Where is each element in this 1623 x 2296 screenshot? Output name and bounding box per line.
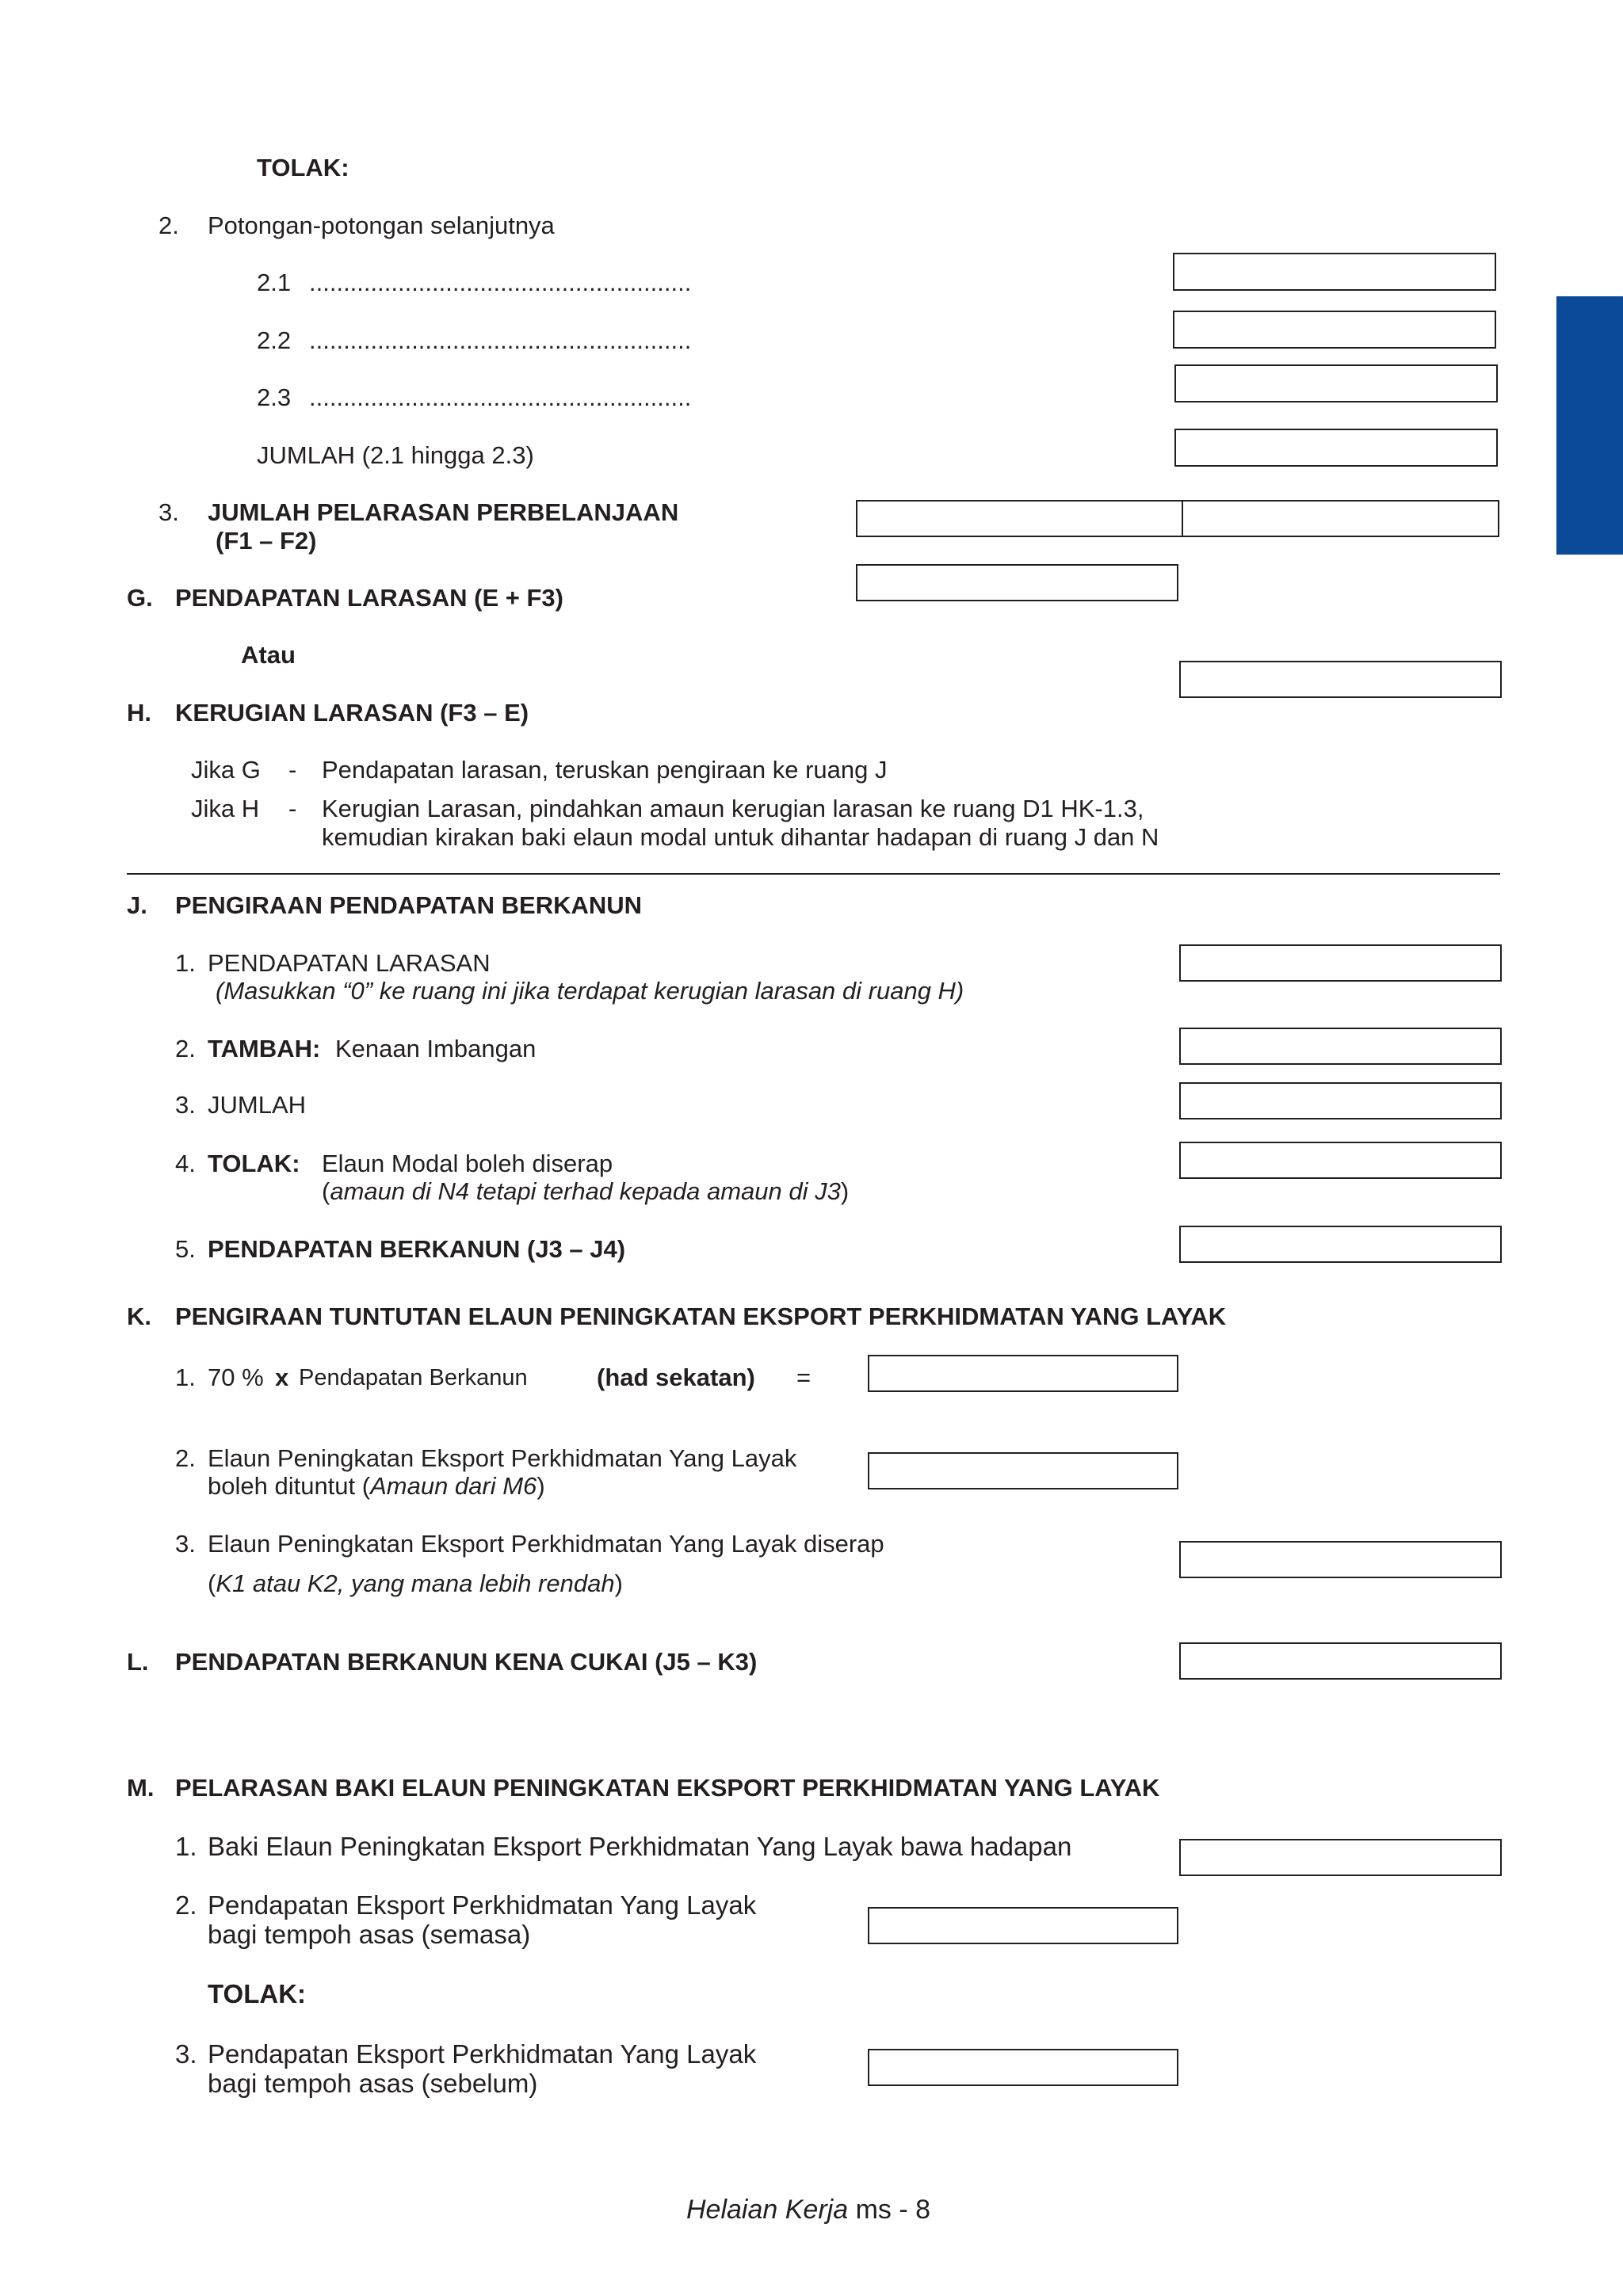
j5-number: 5. [175, 1235, 196, 1263]
m-tolak-heading: TOLAK: [208, 1979, 307, 2008]
f3-amount-field[interactable] [856, 500, 1499, 537]
j3-label: JUMLAH [208, 1091, 307, 1119]
f2-2-number: 2.2 [257, 326, 292, 354]
f2-number: 2. [158, 212, 179, 239]
j2-number: 2. [175, 1035, 196, 1062]
k2-label: Elaun Peningkatan Eksport Perkhidmatan Yang Layak [208, 1444, 797, 1472]
note-h-label: Jika H [191, 795, 260, 822]
f3-number: 3. [158, 498, 179, 526]
k1-number: 1. [175, 1363, 196, 1391]
m1-number: 1. [175, 1832, 197, 1861]
section-j-title: PENGIRAAN PENDAPATAN BERKANUN [175, 891, 643, 919]
j5-amount-field[interactable] [1179, 1226, 1502, 1263]
k1-percent: 70 % [208, 1363, 264, 1391]
section-m-letter: M. [127, 1774, 155, 1802]
f2-2-dots: ........................................................ [309, 326, 692, 354]
j3-amount-field[interactable] [1179, 1082, 1502, 1119]
tolak-heading: TOLAK: [257, 154, 349, 181]
f3-field-divider [1182, 500, 1183, 536]
k1-label: Pendapatan Berkanun [299, 1365, 528, 1390]
section-l-title: PENDAPATAN BERKANUN KENA CUKAI (J5 – K3) [175, 1648, 758, 1676]
f2-3-dots: ........................................................ [309, 383, 692, 411]
note-g-dash: - [288, 756, 297, 784]
section-g-title: PENDAPATAN LARASAN (E + F3) [175, 584, 563, 612]
j4-label: Elaun Modal boleh diserap [322, 1150, 613, 1177]
m3-amount-field[interactable] [868, 2049, 1178, 2086]
j2-tambah: TAMBAH: [208, 1035, 321, 1062]
atau-text: Atau [241, 641, 296, 669]
j4-note: (amaun di N4 tetapi terhad kepada amaun di J3) [322, 1177, 850, 1205]
note-h-text-line1: Kerugian Larasan, pindahkan amaun kerugian larasan ke ruang D1 HK-1.3, [322, 795, 1144, 822]
f2-total-label: JUMLAH (2.1 hingga 2.3) [257, 441, 534, 469]
k3-number: 3. [175, 1530, 196, 1558]
f2-2-amount-field[interactable] [1173, 311, 1496, 349]
k1-limit: (had sekatan) [597, 1363, 755, 1391]
j1-amount-field[interactable] [1179, 944, 1502, 982]
m2-label-line1: Pendapatan Eksport Perkhidmatan Yang Layak [208, 1890, 757, 1920]
h-amount-field[interactable] [1179, 661, 1502, 698]
note-g-label: Jika G [191, 756, 261, 784]
m1-label: Baki Elaun Peningkatan Eksport Perkhidmatan Yang Layak bawa hadapan [208, 1832, 1072, 1861]
j1-note: (Masukkan “0” ke ruang ini jika terdapat kerugian larasan di ruang H) [216, 977, 964, 1005]
j2-amount-field[interactable] [1179, 1028, 1502, 1065]
m3-label-line1: Pendapatan Eksport Perkhidmatan Yang Layak [208, 2039, 757, 2069]
f3-label: JUMLAH PELARASAN PERBELANJAAN [208, 498, 679, 526]
f2-1-amount-field[interactable] [1173, 253, 1496, 291]
j4-number: 4. [175, 1150, 196, 1177]
m2-label-line2: bagi tempoh asas (semasa) [208, 1920, 531, 1949]
section-side-tab [1556, 296, 1623, 555]
section-j-letter: J. [127, 891, 147, 919]
g-amount-field[interactable] [856, 564, 1178, 601]
j3-number: 3. [175, 1091, 196, 1119]
f2-label: Potongan-potongan selanjutnya [208, 212, 555, 239]
section-m-title: PELARASAN BAKI ELAUN PENINGKATAN EKSPORT PERKHIDMATAN YANG LAYAK [175, 1774, 1160, 1802]
k1-equals: = [796, 1363, 812, 1391]
m3-number: 3. [175, 2039, 197, 2069]
page-footer: Helaian Kerja ms - 8 [686, 2195, 931, 2225]
section-h-letter: H. [127, 699, 151, 727]
k3-label: Elaun Peningkatan Eksport Perkhidmatan Yang Layak diserap [208, 1530, 884, 1558]
section-g-letter: G. [127, 584, 153, 612]
section-h-title: KERUGIAN LARASAN (F3 – E) [175, 699, 529, 727]
section-divider [127, 873, 1500, 875]
j1-number: 1. [175, 949, 196, 977]
j1-label: PENDAPATAN LARASAN [208, 949, 491, 977]
j4-amount-field[interactable] [1179, 1142, 1502, 1179]
k2-amount-field[interactable] [868, 1452, 1178, 1489]
f2-3-amount-field[interactable] [1174, 364, 1498, 402]
f2-total-field[interactable] [1174, 429, 1498, 467]
f2-1-number: 2.1 [257, 269, 292, 296]
j5-label: PENDAPATAN BERKANUN (J3 – J4) [208, 1235, 626, 1263]
j2-label: Kenaan Imbangan [335, 1035, 537, 1062]
note-h-dash: - [288, 795, 297, 822]
m1-amount-field[interactable] [1179, 1839, 1502, 1876]
k1-multiply: x [275, 1363, 289, 1391]
section-k-letter: K. [127, 1302, 151, 1330]
k3-note: (K1 atau K2, yang mana lebih rendah) [208, 1569, 623, 1597]
k2-number: 2. [175, 1444, 196, 1472]
l-amount-field[interactable] [1179, 1642, 1502, 1680]
m3-label-line2: bagi tempoh asas (sebelum) [208, 2069, 538, 2098]
k3-amount-field[interactable] [1179, 1541, 1502, 1578]
note-h-text-line2: kemudian kirakan baki elaun modal untuk dihantar hadapan di ruang J dan N [322, 823, 1159, 851]
k1-amount-field[interactable] [868, 1355, 1178, 1392]
j4-tolak: TOLAK: [208, 1150, 300, 1177]
k2-note: boleh dituntut (Amaun dari M6) [208, 1472, 545, 1500]
m2-number: 2. [175, 1890, 197, 1920]
note-g-text: Pendapatan larasan, teruskan pengiraan ke ruang J [322, 756, 888, 784]
f2-1-dots: ........................................................ [309, 269, 692, 296]
f3-formula: (F1 – F2) [216, 527, 317, 555]
section-k-title: PENGIRAAN TUNTUTAN ELAUN PENINGKATAN EKSPORT PERKHIDMATAN YANG LAYAK [175, 1302, 1227, 1330]
m2-amount-field[interactable] [868, 1907, 1178, 1944]
f2-3-number: 2.3 [257, 383, 292, 411]
section-l-letter: L. [127, 1648, 149, 1676]
